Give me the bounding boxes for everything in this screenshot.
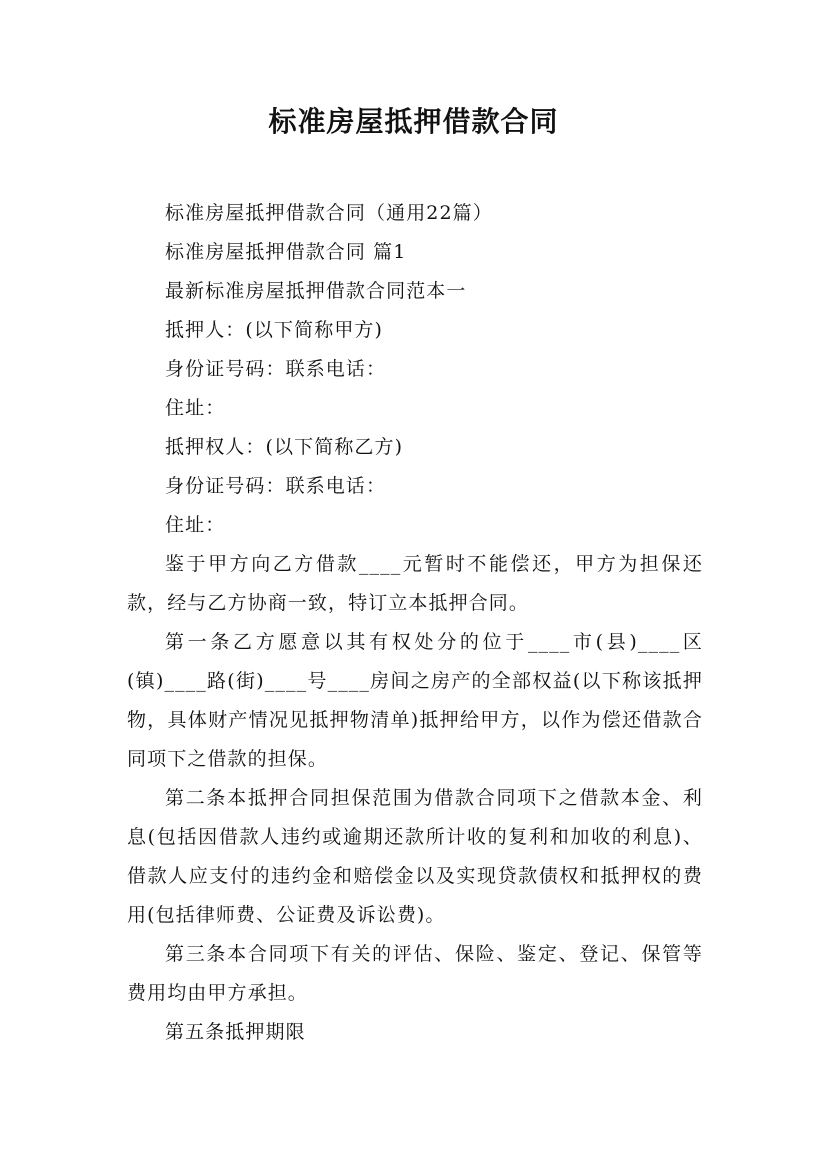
paragraph-article-5: 第五条抵押期限 (165, 1021, 306, 1043)
paragraph-template-title: 最新标准房屋抵押借款合同范本一 (165, 280, 467, 302)
paragraph-mortgagee: 抵押权人：(以下简称乙方) (165, 436, 404, 458)
paragraph-mortgagee-address: 住址： (165, 514, 226, 536)
paragraph-article-3: 第三条本合同项下有关的评估、保险、鉴定、登记、保管等费用均由甲方承担。 (127, 943, 703, 1004)
paragraph-mortgagor-address: 住址： (165, 397, 226, 419)
paragraph-mortgagor: 抵押人：(以下简称甲方) (165, 319, 384, 341)
document-body (127, 194, 703, 1052)
paragraph-preamble: 鉴于甲方向乙方借款____元暂时不能偿还，甲方为担保还款，经与乙方协商一致，特订立本抵押合同。 (127, 553, 703, 614)
document-title: 标准房屋抵押借款合同 (268, 105, 559, 138)
paragraph-article-2: 第二条本抵押合同担保范围为借款合同项下之借款本金、利息(包括因借款人违约或逾期还款所计收的复利和加收的利息)、借款人应支付的违约金和赔偿金以及实现贷款债权和抵押权的费用(包括律师费、公证费及诉讼费)。 (127, 787, 703, 926)
paragraph-section-heading: 标准房屋抵押借款合同 篇1 (165, 241, 407, 263)
paragraph-article-1: 第一条乙方愿意以其有权处分的位于____市(县)____区(镇)____路(街)____号____房间之房产的全部权益(以下称该抵押物，具体财产情况见抵押物清单)抵押给甲方，以作为偿还借款合同项下之借款的担保。 (127, 631, 703, 770)
paragraph-subtitle: 标准房屋抵押借款合同（通用22篇） (165, 202, 493, 224)
paragraph-mortgagee-id: 身份证号码：联系电话： (165, 475, 387, 497)
paragraph-mortgagor-id: 身份证号码：联系电话： (165, 358, 387, 380)
